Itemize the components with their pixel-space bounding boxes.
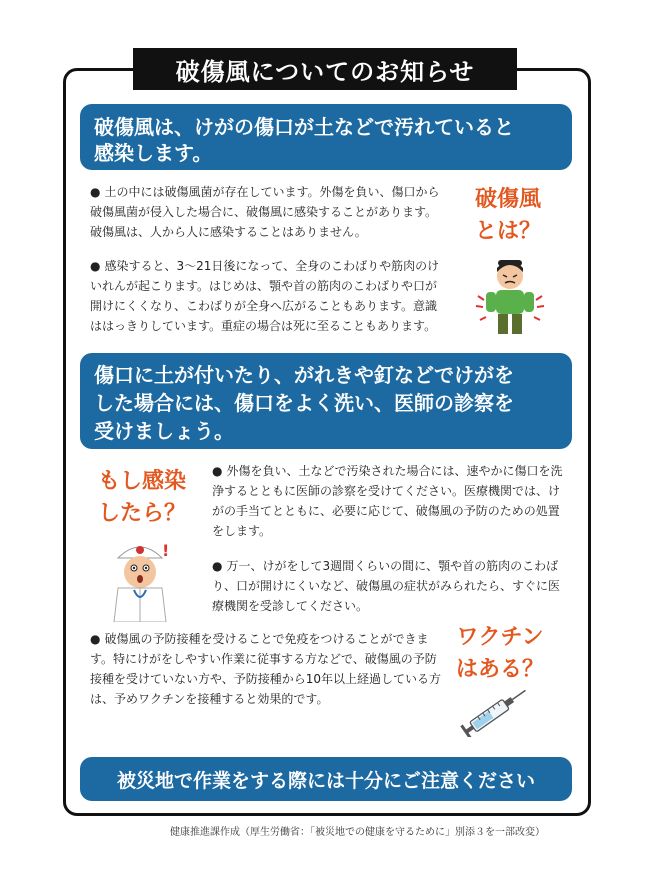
section2-heading-line3: 受けましょう。 (94, 419, 234, 443)
section1-heading-line2: 感染します。 (94, 141, 213, 165)
section2-bullet3 (90, 629, 442, 709)
section1-bullet2-text: 感染すると、3～21日後になって、全身のこわばりや筋肉のけいれんが起こります。はじめは、顎や首の筋肉のこわばりや口が開けにくくなり、こわばりが全身へ広がることもあります。意識ははっきりしています。重症の場合は死に至ることもあります。 (90, 259, 440, 333)
bullet-marker: ● (90, 632, 101, 646)
syringe-illustration (458, 685, 534, 737)
bullet-marker: ● (212, 559, 223, 573)
section2-heading-line1: 傷口に土が付いたり、がれきや釘などでけがを (94, 363, 514, 387)
section1-heading-line1: 破傷風は、けがの傷口が土などで汚れていると (94, 115, 514, 139)
section2-bullet1-text: 外傷を負い、土などで汚染された場合には、速やかに傷口を洗浄するとともに医師の診察を受けてください。医療機関では、けがの手当てとともに、必要に応じて、破傷風の予防のための処置をします。 (212, 464, 563, 538)
page-title: 破傷風についてのお知らせ (133, 48, 517, 90)
callout-line: ワクチン (456, 625, 544, 650)
bullet-marker: ● (212, 464, 223, 478)
callout-line: はある？ (455, 657, 544, 682)
section1-bullet2 (90, 256, 442, 336)
callout-what-is-tetanus (452, 184, 564, 248)
callout-line: とは？ (474, 219, 541, 244)
section2-bullet3-text: 破傷風の予防接種を受けることで免疫をつけることができます。特にけがをしやすい作業に従事する方などで、破傷風の予防接種を受けていない方や、予防接種から10年以上経過している方は、予めワクチンを接種すると効果的です。 (90, 632, 442, 706)
section1-bullet1-text: 土の中には破傷風菌が存在しています。外傷を負い、傷口から破傷風菌が侵入した場合に、破傷風に感染することがあります。破傷風は、人から人に感染することはありません。 (90, 185, 440, 239)
section1-heading (80, 104, 572, 170)
section2-heading-line2: した場合には、傷口をよく洗い、医師の診察を (94, 391, 514, 415)
callout-line: したら？ (97, 501, 186, 526)
closing-banner: 被災地で作業をする際には十分にご注意ください (80, 757, 572, 801)
bullet-marker: ● (90, 259, 101, 273)
callout-vaccine (440, 622, 560, 686)
sick-man-illustration (470, 256, 550, 338)
section1-bullet1 (90, 182, 442, 242)
callout-if-infected (90, 466, 194, 530)
callout-line: 破傷風 (474, 187, 541, 212)
footer-credit: 健康推進課作成（厚生労働省：「被災地での健康を守るために」別添３を一部改変） (170, 827, 545, 838)
section2-bullet2 (212, 556, 568, 616)
section2-bullet1 (212, 461, 568, 541)
section2-bullet2-text: 万一、けがをして3週間くらいの間に、顎や首の筋肉のこわばり、口が開けにくいなど、破傷風の症状がみられたら、すぐに医療機関を受診してください。 (212, 559, 561, 613)
doctor-illustration (104, 538, 176, 622)
bullet-marker: ● (90, 185, 101, 199)
svg-text:!: ! (162, 541, 170, 560)
callout-line: もし感染 (97, 469, 186, 494)
section2-heading (80, 353, 572, 449)
